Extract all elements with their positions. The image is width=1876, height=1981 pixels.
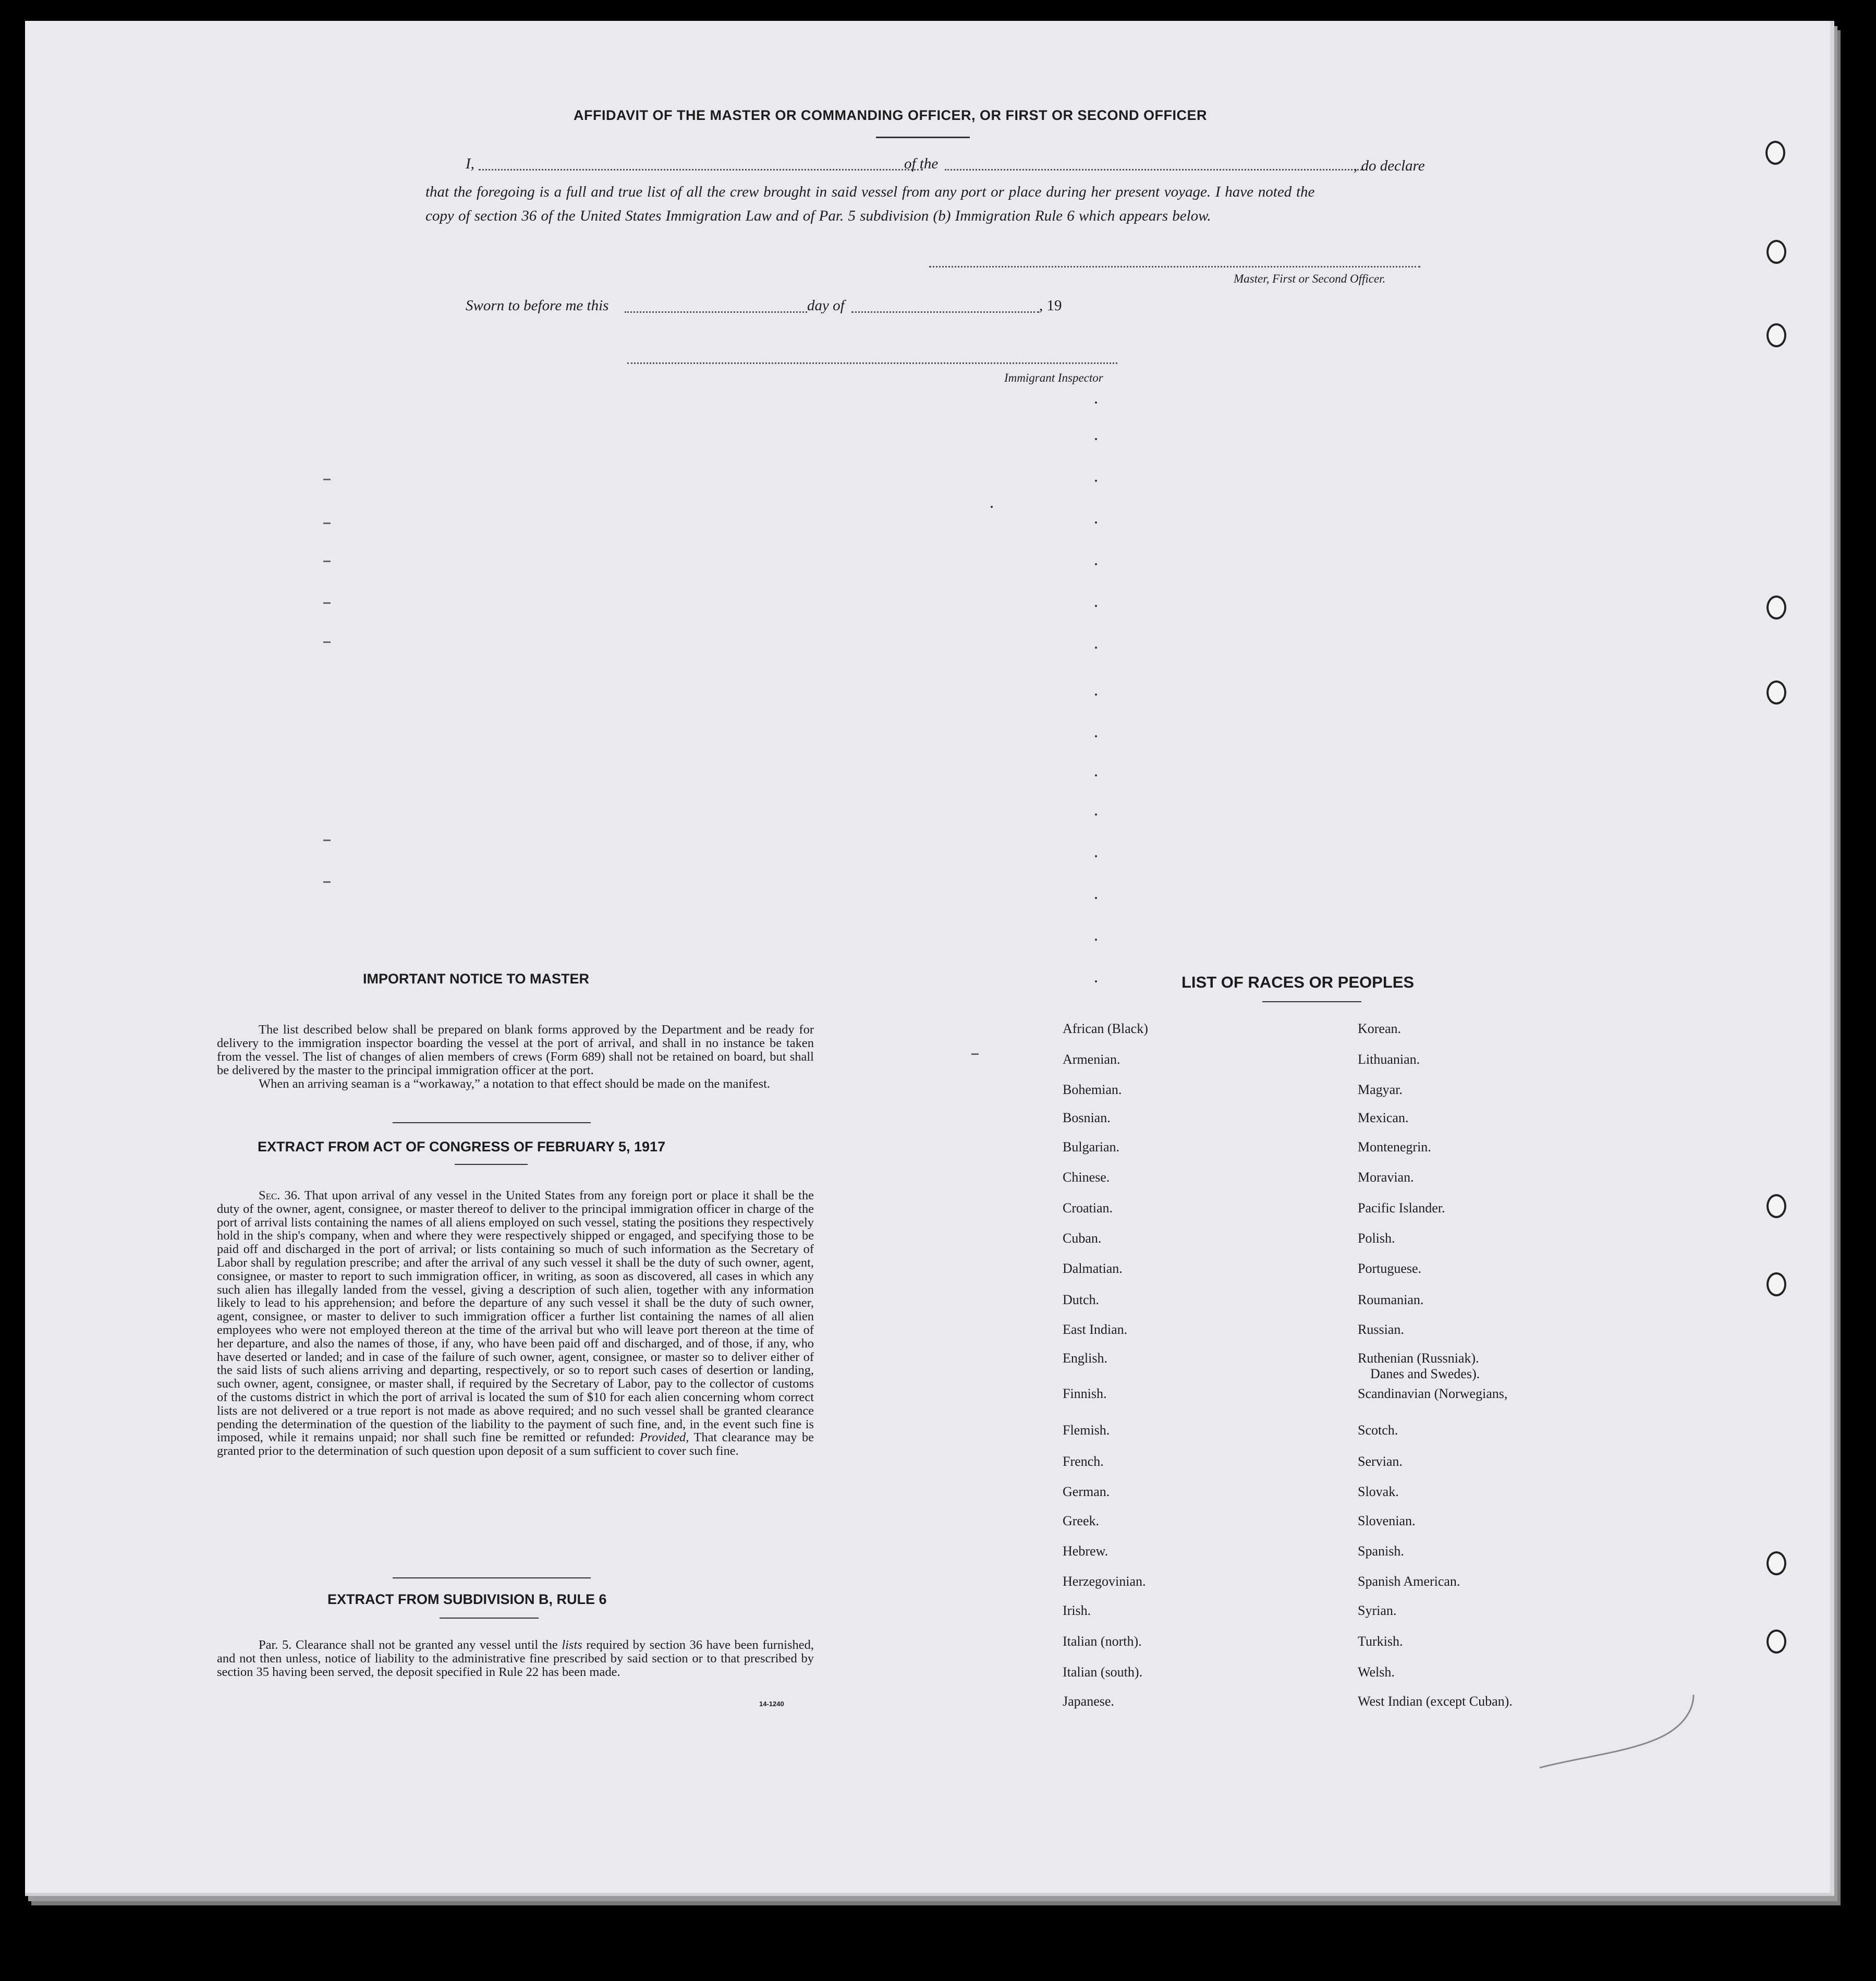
scan-mark	[1095, 694, 1097, 696]
race-item: African (Black)	[1063, 1021, 1148, 1036]
race-item: Slovak.	[1358, 1484, 1399, 1499]
punch-hole	[1767, 595, 1786, 619]
race-item: Pacific Islander.	[1358, 1200, 1445, 1216]
section-36-body: That upon arrival of any vessel in the United States from any foreign port or place it shall be the duty of the owner, agent, consignee, or master thereof to deliver to the principal immigration officer in charge of the port of arrival lists containing the names of all aliens employed on such vessel, stating the positions they respectively hold in the ship's company, when and where they were respectively shipped or engaged, and specifying those to be paid off and discharged in the port of arrival; or lists containing so much of such information as the Secretary of Labor shall by regulation prescribe; and after the arrival of any such vessel it shall be the duty of such owner, agent, consignee, or master to report to such immigration officer, in writing, as soon as discovered, all cases in which any such alien has illegally landed from the vessel, giving a description of such alien, together with any information likely to lead to his apprehension; and before the departure of any such vessel it shall be the duty of such owner, agent, consignee, or master to deliver to such immigration officer a further list containing the names of all alien employees who were not employed thereon at the time of the arrival but who will leave port thereon at the time of her departure, and also the names of those, if any, who have been paid off and discharged, and of those, if any, who have deserted or landed; and in case of the failure of such owner, agent, consignee, or master so to deliver either of the said lists of such aliens arriving and departing, respectively, or so to report such cases of desertion or landing, such owner, agent, consignee, or master shall, if required by the Secretary of Labor, pay to the collector of customs of the customs district in which the port of arrival is located the sum of $10 for each alien concerning whom correct lists are not delivered or a true report is not made as above required; and no such vessel shall be granted clearance pending the determination of the question of the liability to the payment of such fine, and, in the event such fine is imposed, while it remains unpaid; nor shall such fine be remitted or refunded:	[217, 1188, 814, 1445]
section-36-end: That clearance may be granted prior to the determination of such question upon deposit of a sum sufficient to cover such fine.	[217, 1430, 814, 1459]
race-item: Spanish.	[1358, 1544, 1404, 1559]
scan-mark	[323, 561, 331, 562]
scan-mark	[1095, 939, 1097, 941]
scan-mark	[323, 881, 331, 883]
affidavit-line3: copy of section 36 of the United States Immigration Law and of Par. 5 subdivision (b) Immigration Rule 6 which appears below.	[425, 208, 1211, 224]
sworn-year: , 19	[1039, 297, 1062, 314]
race-item: Italian (south).	[1063, 1664, 1143, 1680]
race-item-continued: Danes and Swedes).	[1370, 1366, 1480, 1381]
extract-rule-title: EXTRACT FROM SUBDIVISION B, RULE 6	[327, 1591, 607, 1607]
race-item: Armenian.	[1063, 1052, 1120, 1067]
name-blank[interactable]	[479, 169, 923, 171]
vessel-blank[interactable]	[945, 169, 1362, 171]
scan-mark	[1095, 813, 1097, 816]
divider	[1262, 1001, 1361, 1002]
race-item: Montenegrin.	[1358, 1139, 1431, 1154]
sworn-month-blank[interactable]	[851, 311, 1039, 313]
race-item: Irish.	[1063, 1603, 1091, 1618]
race-item: Dalmatian.	[1063, 1261, 1123, 1276]
rule-6-lists: lists	[562, 1638, 582, 1652]
scan-mark	[1095, 980, 1097, 982]
race-item: German.	[1063, 1484, 1110, 1499]
race-item: Ruthenian (Russniak).	[1358, 1351, 1479, 1366]
pencil-mark	[1537, 1679, 1704, 1783]
punch-hole	[1765, 141, 1785, 165]
race-item: Scotch.	[1358, 1423, 1398, 1438]
affidavit-declare: , do declare	[1354, 157, 1425, 174]
scan-mark	[1095, 438, 1097, 440]
extract-act-title: EXTRACT FROM ACT OF CONGRESS OF FEBRUARY 5, 1917	[258, 1139, 666, 1154]
races-title: LIST OF RACES OR PEOPLES	[1181, 973, 1415, 991]
race-item: Welsh.	[1358, 1664, 1395, 1680]
affidavit-of-the: of the	[904, 155, 939, 172]
provided-word: Provided,	[639, 1430, 689, 1445]
race-item: Bulgarian.	[1063, 1139, 1120, 1154]
scan-mark	[1095, 563, 1097, 565]
inspector-label: Immigrant Inspector	[1004, 371, 1103, 384]
punch-hole	[1767, 1551, 1786, 1575]
race-item: Hebrew.	[1063, 1544, 1108, 1559]
rule-6-text-b: required by section 36 have been furnished, and not then unless, notice of liability to the administrative fine prescribed by said section or to that prescribed by section 35 having been served, the deposit specified in Rule 22 has been made.	[217, 1638, 814, 1679]
race-item: Syrian.	[1358, 1603, 1397, 1618]
race-item: Bosnian.	[1063, 1110, 1111, 1125]
punch-hole	[1767, 323, 1786, 347]
race-item: Chinese.	[1063, 1170, 1110, 1185]
race-item: Russian.	[1358, 1322, 1404, 1337]
scan-mark	[1095, 897, 1097, 899]
race-item: Mexican.	[1358, 1110, 1409, 1125]
race-item: Bohemian.	[1063, 1082, 1122, 1097]
sworn-day-of: day of	[807, 297, 845, 314]
race-item: Korean.	[1358, 1021, 1402, 1036]
race-item: Lithuanian.	[1358, 1052, 1420, 1067]
punch-hole	[1767, 1630, 1786, 1654]
scan-mark	[1095, 647, 1097, 649]
divider	[876, 137, 970, 138]
notice-paragraph-2: When an arriving seaman is a “workaway,” a notation to that effect should be made on the manifest.	[259, 1077, 771, 1091]
scan-mark	[1095, 735, 1097, 737]
section-36-label: Sec. 36.	[259, 1188, 301, 1202]
divider	[455, 1164, 528, 1165]
race-item: Cuban.	[1063, 1231, 1102, 1246]
affidavit-i: I,	[466, 155, 474, 172]
race-item: Portuguese.	[1358, 1261, 1422, 1276]
scan-mark	[1095, 521, 1097, 524]
signature-label: Master, First or Second Officer.	[1234, 272, 1386, 285]
inspector-signature-blank[interactable]	[627, 362, 1117, 364]
scan-mark	[323, 641, 331, 643]
scan-mark	[323, 479, 331, 480]
scan-mark	[991, 506, 993, 508]
punch-hole	[1767, 1194, 1786, 1218]
race-item: Japanese.	[1063, 1694, 1114, 1709]
divider	[393, 1122, 591, 1123]
race-item: Polish.	[1358, 1231, 1395, 1246]
race-item: West Indian (except Cuban).	[1358, 1694, 1513, 1709]
notice-paragraph-1: The list described below shall be prepared on blank forms approved by the Department and be ready for delivery to the immigration inspector boarding the vessel at the port of arrival, and shall in no instance be taken from the vessel. The list of changes of alien members of crews (Form 689) shall not be retained on board, but shall be delivered by the master to the principal immigration officer at the port.	[217, 1023, 814, 1077]
race-item: Croatian.	[1063, 1200, 1113, 1216]
race-item: English.	[1063, 1351, 1107, 1366]
scan-mark	[971, 1053, 979, 1055]
form-number: 14-1240	[759, 1700, 784, 1708]
notice-title: IMPORTANT NOTICE TO MASTER	[363, 971, 589, 987]
signature-blank[interactable]	[929, 266, 1420, 268]
divider	[440, 1618, 539, 1619]
scan-mark	[1095, 855, 1097, 857]
affidavit-title: AFFIDAVIT OF THE MASTER OR COMMANDING OFFICER, OR FIRST OR SECOND OFFICER	[574, 107, 1207, 123]
sworn-day-blank[interactable]	[625, 311, 807, 313]
race-item: Turkish.	[1358, 1634, 1403, 1649]
section-36-text	[217, 1189, 814, 1458]
scan-mark	[1095, 605, 1097, 607]
race-item: East Indian.	[1063, 1322, 1128, 1337]
race-item: Dutch.	[1063, 1292, 1100, 1307]
form-page	[25, 21, 1834, 1896]
scan-mark	[323, 840, 331, 841]
sworn-prefix: Sworn to before me this	[466, 297, 609, 314]
rule-6-text-a: Par. 5. Clearance shall not be granted any vessel until the	[259, 1638, 558, 1652]
race-item: Finnish.	[1063, 1386, 1107, 1401]
race-item: Herzegovinian.	[1063, 1574, 1146, 1589]
race-item: Spanish American.	[1358, 1574, 1460, 1589]
scan-mark	[1095, 480, 1097, 482]
punch-hole	[1767, 240, 1786, 264]
rule-6-text	[217, 1638, 814, 1679]
race-item: Magyar.	[1358, 1082, 1403, 1097]
scan-mark	[323, 522, 331, 524]
race-item: Roumanian.	[1358, 1292, 1424, 1307]
divider	[393, 1577, 591, 1578]
punch-hole	[1767, 680, 1786, 704]
race-item: Italian (north).	[1063, 1634, 1142, 1649]
scan-mark	[1095, 774, 1097, 776]
race-item: Scandinavian (Norwegians,	[1358, 1386, 1508, 1401]
race-item: Flemish.	[1063, 1423, 1110, 1438]
race-item: Greek.	[1063, 1513, 1100, 1528]
scan-mark	[323, 602, 331, 604]
race-item: French.	[1063, 1454, 1104, 1469]
scan-mark	[1095, 402, 1097, 404]
affidavit-line2: that the foregoing is a full and true list of all the crew brought in said vessel from any port or place during her present voyage. I have noted the	[425, 184, 1315, 200]
punch-hole	[1767, 1272, 1786, 1296]
race-item: Moravian.	[1358, 1170, 1414, 1185]
race-item: Servian.	[1358, 1454, 1403, 1469]
race-item: Slovenian.	[1358, 1513, 1416, 1528]
